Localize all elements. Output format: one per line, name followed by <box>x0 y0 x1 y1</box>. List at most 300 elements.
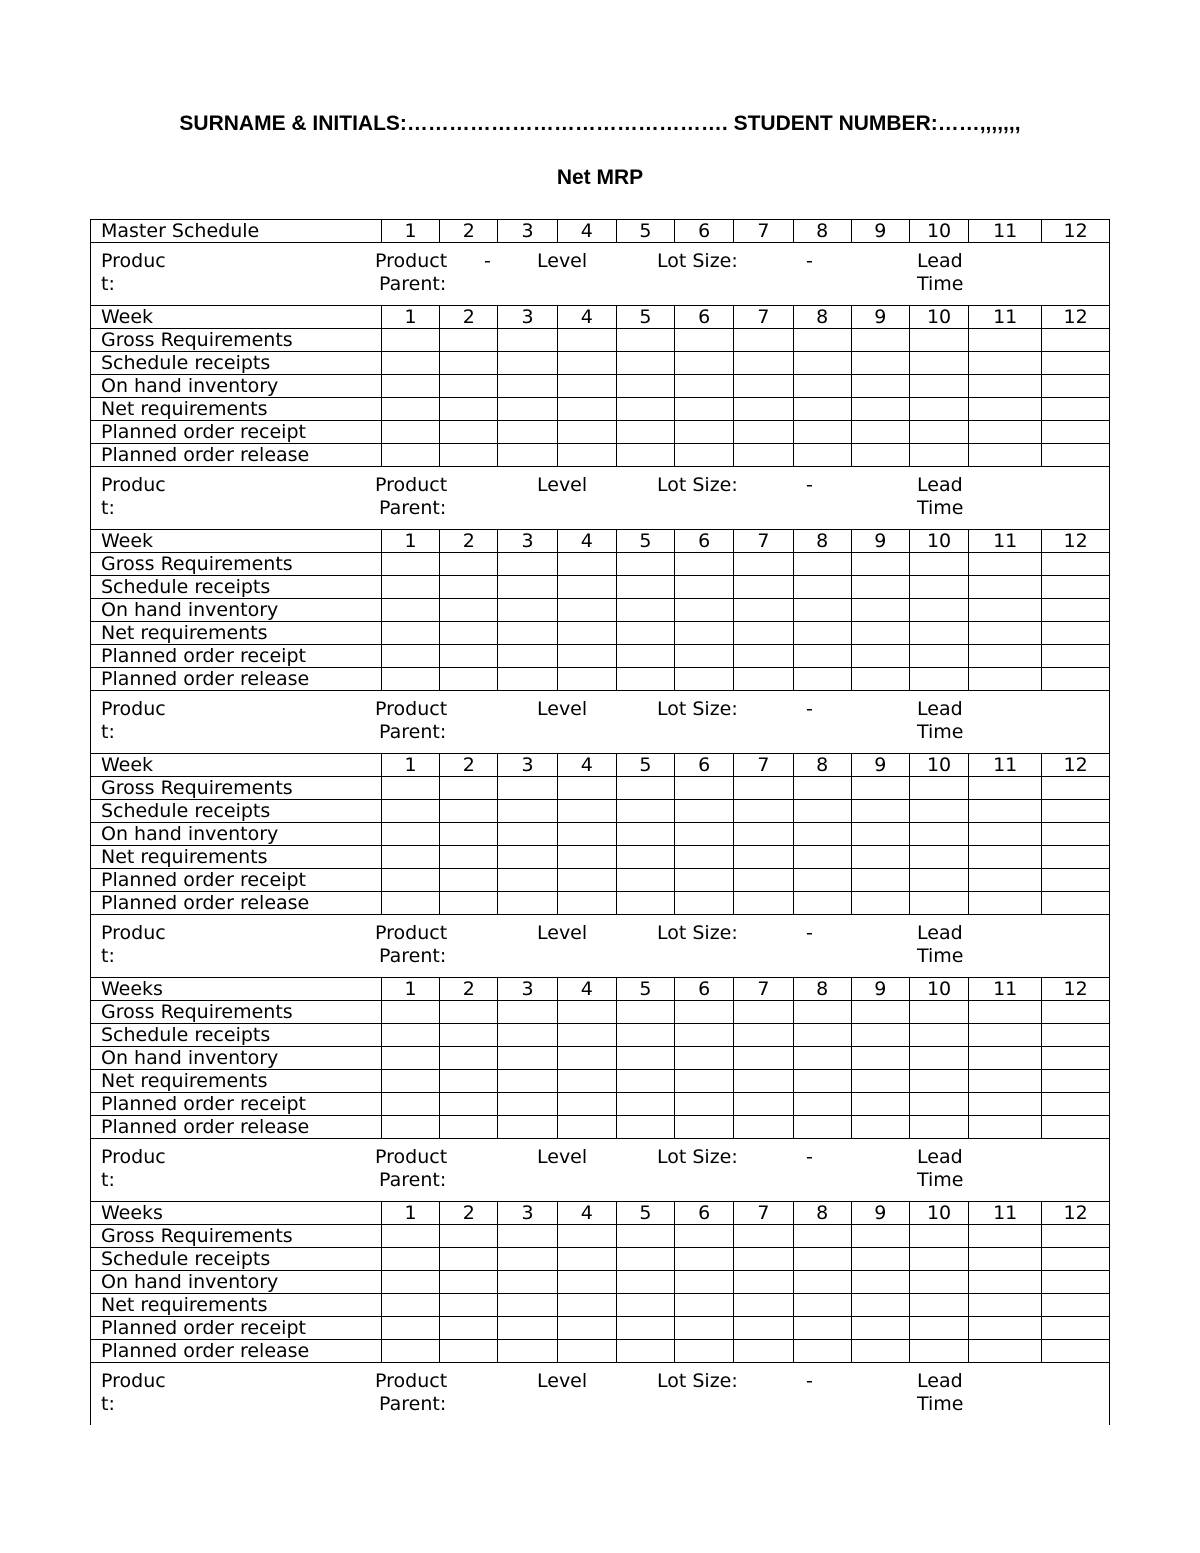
entry-cell[interactable] <box>440 800 498 823</box>
entry-cell[interactable] <box>969 1225 1042 1248</box>
entry-cell[interactable] <box>381 1271 439 1294</box>
entry-cell[interactable] <box>675 421 734 444</box>
entry-cell[interactable] <box>381 869 439 892</box>
entry-cell[interactable] <box>440 1024 498 1047</box>
entry-cell[interactable] <box>616 1317 674 1340</box>
entry-cell[interactable] <box>675 622 734 645</box>
entry-cell[interactable] <box>909 1070 968 1093</box>
entry-cell[interactable] <box>793 1070 851 1093</box>
entry-cell[interactable] <box>675 1047 734 1070</box>
entry-cell[interactable] <box>498 553 557 576</box>
entry-cell[interactable] <box>440 1001 498 1024</box>
entry-cell[interactable] <box>969 869 1042 892</box>
entry-cell[interactable] <box>675 1340 734 1363</box>
entry-cell[interactable] <box>1042 846 1110 869</box>
entry-cell[interactable] <box>734 1225 793 1248</box>
entry-cell[interactable] <box>793 1047 851 1070</box>
entry-cell[interactable] <box>616 1225 674 1248</box>
entry-cell[interactable] <box>498 375 557 398</box>
entry-cell[interactable] <box>498 777 557 800</box>
entry-cell[interactable] <box>793 1340 851 1363</box>
entry-cell[interactable] <box>851 599 909 622</box>
entry-cell[interactable] <box>1042 1116 1110 1139</box>
entry-cell[interactable] <box>909 1317 968 1340</box>
entry-cell[interactable] <box>734 1047 793 1070</box>
entry-cell[interactable] <box>440 329 498 352</box>
entry-cell[interactable] <box>498 398 557 421</box>
entry-cell[interactable] <box>498 846 557 869</box>
entry-cell[interactable] <box>440 645 498 668</box>
entry-cell[interactable] <box>851 1271 909 1294</box>
entry-cell[interactable] <box>969 622 1042 645</box>
entry-cell[interactable] <box>675 1248 734 1271</box>
entry-cell[interactable] <box>969 553 1042 576</box>
entry-cell[interactable] <box>381 846 439 869</box>
entry-cell[interactable] <box>909 622 968 645</box>
entry-cell[interactable] <box>969 668 1042 691</box>
entry-cell[interactable] <box>440 576 498 599</box>
entry-cell[interactable] <box>969 444 1042 467</box>
entry-cell[interactable] <box>440 1093 498 1116</box>
entry-cell[interactable] <box>851 375 909 398</box>
entry-cell[interactable] <box>734 329 793 352</box>
entry-cell[interactable] <box>557 1340 616 1363</box>
entry-cell[interactable] <box>969 1116 1042 1139</box>
entry-cell[interactable] <box>440 1271 498 1294</box>
entry-cell[interactable] <box>793 1024 851 1047</box>
entry-cell[interactable] <box>675 892 734 915</box>
entry-cell[interactable] <box>675 1001 734 1024</box>
entry-cell[interactable] <box>557 777 616 800</box>
entry-cell[interactable] <box>675 1271 734 1294</box>
entry-cell[interactable] <box>1042 823 1110 846</box>
entry-cell[interactable] <box>851 645 909 668</box>
entry-cell[interactable] <box>381 444 439 467</box>
entry-cell[interactable] <box>909 846 968 869</box>
entry-cell[interactable] <box>498 1093 557 1116</box>
entry-cell[interactable] <box>909 1294 968 1317</box>
entry-cell[interactable] <box>616 645 674 668</box>
entry-cell[interactable] <box>616 1116 674 1139</box>
entry-cell[interactable] <box>440 1248 498 1271</box>
entry-cell[interactable] <box>616 398 674 421</box>
entry-cell[interactable] <box>616 576 674 599</box>
entry-cell[interactable] <box>793 444 851 467</box>
entry-cell[interactable] <box>381 398 439 421</box>
entry-cell[interactable] <box>498 823 557 846</box>
entry-cell[interactable] <box>734 1271 793 1294</box>
entry-cell[interactable] <box>557 1001 616 1024</box>
entry-cell[interactable] <box>851 1001 909 1024</box>
entry-cell[interactable] <box>1042 352 1110 375</box>
entry-cell[interactable] <box>440 421 498 444</box>
entry-cell[interactable] <box>381 1317 439 1340</box>
entry-cell[interactable] <box>616 892 674 915</box>
entry-cell[interactable] <box>969 576 1042 599</box>
entry-cell[interactable] <box>675 777 734 800</box>
entry-cell[interactable] <box>381 668 439 691</box>
entry-cell[interactable] <box>793 329 851 352</box>
entry-cell[interactable] <box>909 1271 968 1294</box>
entry-cell[interactable] <box>734 869 793 892</box>
entry-cell[interactable] <box>909 1001 968 1024</box>
entry-cell[interactable] <box>440 375 498 398</box>
entry-cell[interactable] <box>616 421 674 444</box>
entry-cell[interactable] <box>557 1317 616 1340</box>
entry-cell[interactable] <box>734 1001 793 1024</box>
entry-cell[interactable] <box>498 1340 557 1363</box>
entry-cell[interactable] <box>440 1116 498 1139</box>
entry-cell[interactable] <box>734 892 793 915</box>
entry-cell[interactable] <box>440 777 498 800</box>
entry-cell[interactable] <box>440 444 498 467</box>
entry-cell[interactable] <box>969 823 1042 846</box>
entry-cell[interactable] <box>381 352 439 375</box>
entry-cell[interactable] <box>381 777 439 800</box>
entry-cell[interactable] <box>675 1093 734 1116</box>
entry-cell[interactable] <box>851 1047 909 1070</box>
entry-cell[interactable] <box>557 553 616 576</box>
entry-cell[interactable] <box>675 553 734 576</box>
entry-cell[interactable] <box>381 1093 439 1116</box>
entry-cell[interactable] <box>909 1024 968 1047</box>
entry-cell[interactable] <box>498 668 557 691</box>
entry-cell[interactable] <box>498 1317 557 1340</box>
entry-cell[interactable] <box>381 1294 439 1317</box>
entry-cell[interactable] <box>557 846 616 869</box>
entry-cell[interactable] <box>969 800 1042 823</box>
entry-cell[interactable] <box>851 1093 909 1116</box>
entry-cell[interactable] <box>498 1024 557 1047</box>
entry-cell[interactable] <box>793 375 851 398</box>
entry-cell[interactable] <box>793 800 851 823</box>
entry-cell[interactable] <box>909 398 968 421</box>
entry-cell[interactable] <box>734 1093 793 1116</box>
entry-cell[interactable] <box>557 329 616 352</box>
entry-cell[interactable] <box>557 1070 616 1093</box>
entry-cell[interactable] <box>616 1271 674 1294</box>
entry-cell[interactable] <box>557 599 616 622</box>
entry-cell[interactable] <box>440 869 498 892</box>
entry-cell[interactable] <box>440 398 498 421</box>
entry-cell[interactable] <box>734 1317 793 1340</box>
entry-cell[interactable] <box>498 645 557 668</box>
entry-cell[interactable] <box>616 444 674 467</box>
entry-cell[interactable] <box>734 352 793 375</box>
entry-cell[interactable] <box>734 444 793 467</box>
entry-cell[interactable] <box>381 1024 439 1047</box>
entry-cell[interactable] <box>675 1070 734 1093</box>
entry-cell[interactable] <box>1042 1340 1110 1363</box>
entry-cell[interactable] <box>557 1024 616 1047</box>
entry-cell[interactable] <box>675 800 734 823</box>
entry-cell[interactable] <box>498 1225 557 1248</box>
entry-cell[interactable] <box>851 1024 909 1047</box>
entry-cell[interactable] <box>909 1116 968 1139</box>
entry-cell[interactable] <box>734 622 793 645</box>
entry-cell[interactable] <box>616 352 674 375</box>
entry-cell[interactable] <box>557 668 616 691</box>
entry-cell[interactable] <box>969 645 1042 668</box>
entry-cell[interactable] <box>909 777 968 800</box>
entry-cell[interactable] <box>675 398 734 421</box>
entry-cell[interactable] <box>969 375 1042 398</box>
entry-cell[interactable] <box>1042 777 1110 800</box>
entry-cell[interactable] <box>1042 645 1110 668</box>
entry-cell[interactable] <box>616 1248 674 1271</box>
entry-cell[interactable] <box>381 421 439 444</box>
entry-cell[interactable] <box>498 1294 557 1317</box>
entry-cell[interactable] <box>675 576 734 599</box>
entry-cell[interactable] <box>557 1271 616 1294</box>
entry-cell[interactable] <box>969 846 1042 869</box>
entry-cell[interactable] <box>909 892 968 915</box>
entry-cell[interactable] <box>793 1317 851 1340</box>
entry-cell[interactable] <box>851 1070 909 1093</box>
entry-cell[interactable] <box>498 1271 557 1294</box>
entry-cell[interactable] <box>851 869 909 892</box>
entry-cell[interactable] <box>381 375 439 398</box>
entry-cell[interactable] <box>909 553 968 576</box>
entry-cell[interactable] <box>1042 375 1110 398</box>
entry-cell[interactable] <box>616 375 674 398</box>
entry-cell[interactable] <box>381 1070 439 1093</box>
entry-cell[interactable] <box>1042 444 1110 467</box>
entry-cell[interactable] <box>1042 599 1110 622</box>
entry-cell[interactable] <box>793 869 851 892</box>
entry-cell[interactable] <box>851 892 909 915</box>
entry-cell[interactable] <box>969 1340 1042 1363</box>
entry-cell[interactable] <box>734 823 793 846</box>
entry-cell[interactable] <box>734 599 793 622</box>
entry-cell[interactable] <box>557 645 616 668</box>
entry-cell[interactable] <box>1042 1070 1110 1093</box>
entry-cell[interactable] <box>381 1225 439 1248</box>
entry-cell[interactable] <box>381 622 439 645</box>
entry-cell[interactable] <box>1042 1047 1110 1070</box>
entry-cell[interactable] <box>969 599 1042 622</box>
entry-cell[interactable] <box>1042 553 1110 576</box>
entry-cell[interactable] <box>675 329 734 352</box>
entry-cell[interactable] <box>498 1070 557 1093</box>
entry-cell[interactable] <box>969 1248 1042 1271</box>
entry-cell[interactable] <box>440 553 498 576</box>
entry-cell[interactable] <box>616 800 674 823</box>
entry-cell[interactable] <box>851 1116 909 1139</box>
entry-cell[interactable] <box>381 599 439 622</box>
entry-cell[interactable] <box>440 1047 498 1070</box>
entry-cell[interactable] <box>557 1248 616 1271</box>
entry-cell[interactable] <box>793 1093 851 1116</box>
entry-cell[interactable] <box>1042 329 1110 352</box>
entry-cell[interactable] <box>969 1047 1042 1070</box>
entry-cell[interactable] <box>851 622 909 645</box>
entry-cell[interactable] <box>734 1024 793 1047</box>
entry-cell[interactable] <box>734 421 793 444</box>
entry-cell[interactable] <box>909 599 968 622</box>
entry-cell[interactable] <box>1042 668 1110 691</box>
entry-cell[interactable] <box>909 375 968 398</box>
entry-cell[interactable] <box>381 1248 439 1271</box>
entry-cell[interactable] <box>969 1093 1042 1116</box>
entry-cell[interactable] <box>381 1047 439 1070</box>
entry-cell[interactable] <box>851 352 909 375</box>
entry-cell[interactable] <box>909 1225 968 1248</box>
entry-cell[interactable] <box>734 777 793 800</box>
entry-cell[interactable] <box>793 1116 851 1139</box>
entry-cell[interactable] <box>793 1294 851 1317</box>
entry-cell[interactable] <box>616 329 674 352</box>
entry-cell[interactable] <box>969 398 1042 421</box>
entry-cell[interactable] <box>557 1047 616 1070</box>
entry-cell[interactable] <box>909 869 968 892</box>
entry-cell[interactable] <box>498 800 557 823</box>
entry-cell[interactable] <box>793 1248 851 1271</box>
entry-cell[interactable] <box>381 1340 439 1363</box>
entry-cell[interactable] <box>969 1271 1042 1294</box>
entry-cell[interactable] <box>909 668 968 691</box>
entry-cell[interactable] <box>793 421 851 444</box>
entry-cell[interactable] <box>909 1340 968 1363</box>
entry-cell[interactable] <box>381 1001 439 1024</box>
entry-cell[interactable] <box>440 846 498 869</box>
entry-cell[interactable] <box>557 1093 616 1116</box>
entry-cell[interactable] <box>793 1225 851 1248</box>
entry-cell[interactable] <box>734 398 793 421</box>
entry-cell[interactable] <box>1042 421 1110 444</box>
entry-cell[interactable] <box>851 553 909 576</box>
entry-cell[interactable] <box>440 1294 498 1317</box>
entry-cell[interactable] <box>969 777 1042 800</box>
entry-cell[interactable] <box>1042 1225 1110 1248</box>
entry-cell[interactable] <box>675 869 734 892</box>
entry-cell[interactable] <box>498 352 557 375</box>
entry-cell[interactable] <box>616 1001 674 1024</box>
entry-cell[interactable] <box>498 892 557 915</box>
entry-cell[interactable] <box>381 329 439 352</box>
entry-cell[interactable] <box>616 1093 674 1116</box>
entry-cell[interactable] <box>498 576 557 599</box>
entry-cell[interactable] <box>969 1317 1042 1340</box>
entry-cell[interactable] <box>793 846 851 869</box>
entry-cell[interactable] <box>557 823 616 846</box>
entry-cell[interactable] <box>1042 1093 1110 1116</box>
entry-cell[interactable] <box>734 1070 793 1093</box>
entry-cell[interactable] <box>675 444 734 467</box>
entry-cell[interactable] <box>616 1294 674 1317</box>
entry-cell[interactable] <box>675 1116 734 1139</box>
entry-cell[interactable] <box>675 352 734 375</box>
entry-cell[interactable] <box>793 645 851 668</box>
entry-cell[interactable] <box>969 1070 1042 1093</box>
entry-cell[interactable] <box>440 823 498 846</box>
entry-cell[interactable] <box>909 1093 968 1116</box>
entry-cell[interactable] <box>1042 576 1110 599</box>
entry-cell[interactable] <box>616 1340 674 1363</box>
entry-cell[interactable] <box>1042 1024 1110 1047</box>
entry-cell[interactable] <box>851 846 909 869</box>
entry-cell[interactable] <box>969 329 1042 352</box>
entry-cell[interactable] <box>616 1047 674 1070</box>
entry-cell[interactable] <box>969 892 1042 915</box>
entry-cell[interactable] <box>909 352 968 375</box>
entry-cell[interactable] <box>734 1294 793 1317</box>
entry-cell[interactable] <box>793 553 851 576</box>
entry-cell[interactable] <box>675 846 734 869</box>
entry-cell[interactable] <box>909 645 968 668</box>
entry-cell[interactable] <box>851 823 909 846</box>
entry-cell[interactable] <box>909 1248 968 1271</box>
entry-cell[interactable] <box>734 846 793 869</box>
entry-cell[interactable] <box>557 869 616 892</box>
entry-cell[interactable] <box>851 398 909 421</box>
entry-cell[interactable] <box>498 1116 557 1139</box>
entry-cell[interactable] <box>616 553 674 576</box>
entry-cell[interactable] <box>557 421 616 444</box>
entry-cell[interactable] <box>498 869 557 892</box>
entry-cell[interactable] <box>851 1317 909 1340</box>
entry-cell[interactable] <box>851 1340 909 1363</box>
entry-cell[interactable] <box>734 1340 793 1363</box>
entry-cell[interactable] <box>440 1317 498 1340</box>
entry-cell[interactable] <box>1042 800 1110 823</box>
entry-cell[interactable] <box>440 1225 498 1248</box>
entry-cell[interactable] <box>734 645 793 668</box>
entry-cell[interactable] <box>734 375 793 398</box>
entry-cell[interactable] <box>909 576 968 599</box>
entry-cell[interactable] <box>557 622 616 645</box>
entry-cell[interactable] <box>734 668 793 691</box>
entry-cell[interactable] <box>793 823 851 846</box>
entry-cell[interactable] <box>734 576 793 599</box>
entry-cell[interactable] <box>793 398 851 421</box>
entry-cell[interactable] <box>498 421 557 444</box>
entry-cell[interactable] <box>851 1248 909 1271</box>
entry-cell[interactable] <box>557 398 616 421</box>
entry-cell[interactable] <box>851 444 909 467</box>
entry-cell[interactable] <box>675 1024 734 1047</box>
entry-cell[interactable] <box>498 329 557 352</box>
entry-cell[interactable] <box>734 1116 793 1139</box>
entry-cell[interactable] <box>616 1024 674 1047</box>
entry-cell[interactable] <box>909 329 968 352</box>
entry-cell[interactable] <box>557 444 616 467</box>
entry-cell[interactable] <box>616 777 674 800</box>
entry-cell[interactable] <box>616 622 674 645</box>
entry-cell[interactable] <box>851 777 909 800</box>
entry-cell[interactable] <box>1042 1294 1110 1317</box>
entry-cell[interactable] <box>557 800 616 823</box>
entry-cell[interactable] <box>851 668 909 691</box>
entry-cell[interactable] <box>851 1225 909 1248</box>
entry-cell[interactable] <box>675 1317 734 1340</box>
entry-cell[interactable] <box>616 846 674 869</box>
entry-cell[interactable] <box>793 622 851 645</box>
entry-cell[interactable] <box>909 444 968 467</box>
entry-cell[interactable] <box>675 1294 734 1317</box>
entry-cell[interactable] <box>851 1294 909 1317</box>
entry-cell[interactable] <box>557 892 616 915</box>
entry-cell[interactable] <box>851 576 909 599</box>
entry-cell[interactable] <box>1042 622 1110 645</box>
entry-cell[interactable] <box>851 800 909 823</box>
entry-cell[interactable] <box>616 599 674 622</box>
entry-cell[interactable] <box>675 645 734 668</box>
entry-cell[interactable] <box>969 1024 1042 1047</box>
entry-cell[interactable] <box>793 599 851 622</box>
entry-cell[interactable] <box>557 1116 616 1139</box>
entry-cell[interactable] <box>675 375 734 398</box>
